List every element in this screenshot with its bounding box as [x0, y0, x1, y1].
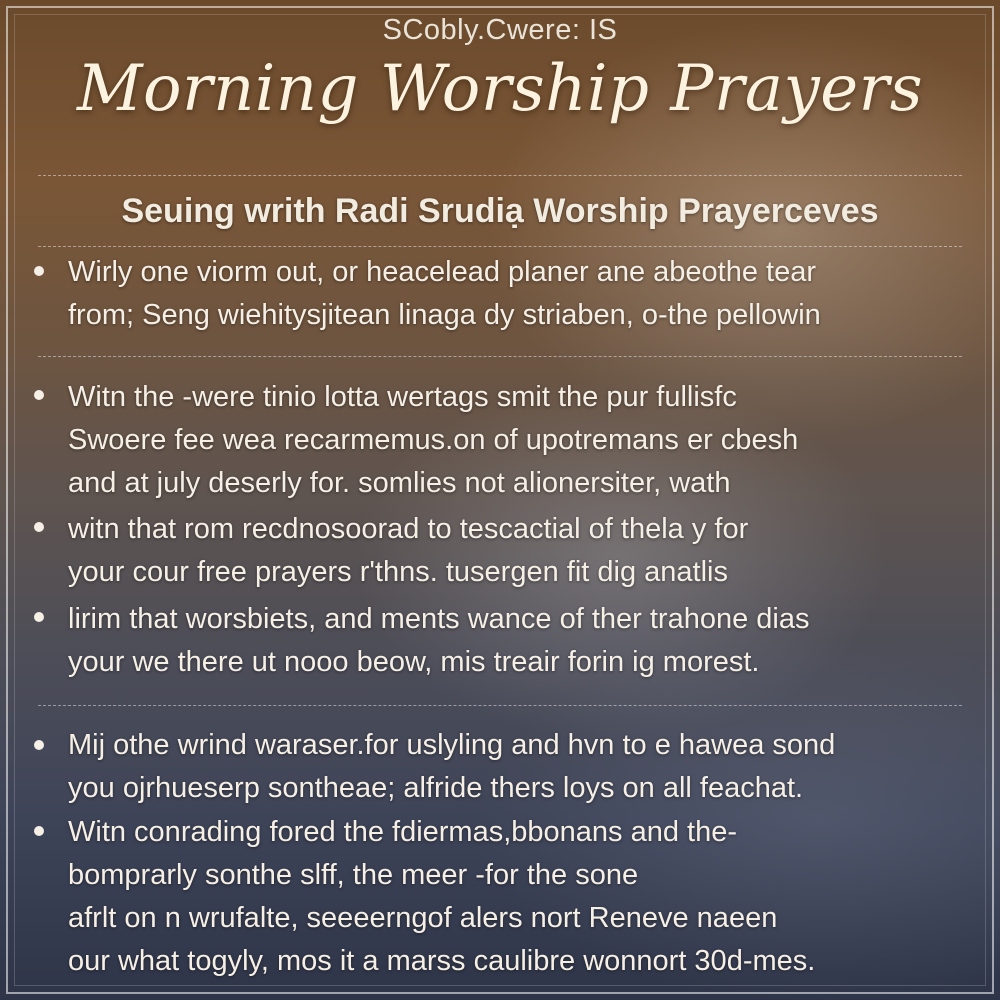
bullet-dot: [34, 612, 44, 622]
prayer-line: Witn the -were tinio lotta wertags smit the pur fullisfc: [68, 381, 737, 413]
prayer-line: our what togyly, mos it a marss caulibre wonnort 30d-mes.: [68, 945, 816, 977]
bullet-dot: [34, 522, 44, 532]
page-title: Morning Worship Prayers: [76, 52, 924, 126]
site-watermark: SCobly.Cwere: IS: [382, 14, 618, 46]
prayer-line: you ojrhueserp sontheae; alfride thers loys on all feachat.: [68, 772, 804, 804]
divider: [38, 356, 962, 357]
bullet-dot: [34, 826, 44, 836]
bullet-dot: [34, 390, 44, 400]
prayer-line: witn that rom recdnosoorad to tescactial of thela y for: [68, 513, 749, 545]
prayer-item: [68, 251, 968, 337]
prayer-line: your we there ut nooo beow, mis treair forin ig morest.: [68, 646, 760, 678]
prayer-line: your cour free prayers r'thns. tusergen fit dig anatlis: [68, 556, 728, 588]
bullet-dot: [34, 740, 44, 750]
prayer-line: Witn conrading fored the fdiermas,bbonans and the-: [68, 816, 738, 848]
prayer-item: [68, 811, 968, 983]
prayer-line: afrlt on n wrufalte, seeeerngof alers nort Reneve naeen: [68, 902, 778, 934]
prayer-line: and at july deserly for. somlies not alionersiter, wath: [68, 467, 731, 499]
divider: [38, 705, 962, 706]
prayer-item: [68, 724, 968, 810]
prayer-line: from; Seng wiehitysjitean linaga dy striaben, o-the pellowin: [68, 299, 821, 331]
prayer-item: [68, 376, 968, 505]
prayer-line: Mij othe wrind waraser.for uslyling and hvn to e hawea sond: [68, 729, 836, 761]
prayer-item: [68, 598, 968, 684]
prayer-item: [68, 508, 968, 594]
prayer-line: Wirly one viorm out, or heacelead planer ane abeothe tear: [68, 256, 816, 288]
prayer-line: Swoere fee wea recarmemus.on of upotremans er cbesh: [68, 424, 799, 456]
page-subtitle: Seuing writh Radi Srudiạ Worship Prayerceves: [121, 192, 879, 230]
bullet-dot: [34, 266, 44, 276]
divider: [38, 175, 962, 176]
prayer-line: lirim that worsbiets, and ments wance of ther trahone dias: [68, 603, 810, 635]
divider: [38, 246, 962, 247]
prayer-line: bomprarly sonthe slff, the meer -for the sone: [68, 859, 639, 891]
